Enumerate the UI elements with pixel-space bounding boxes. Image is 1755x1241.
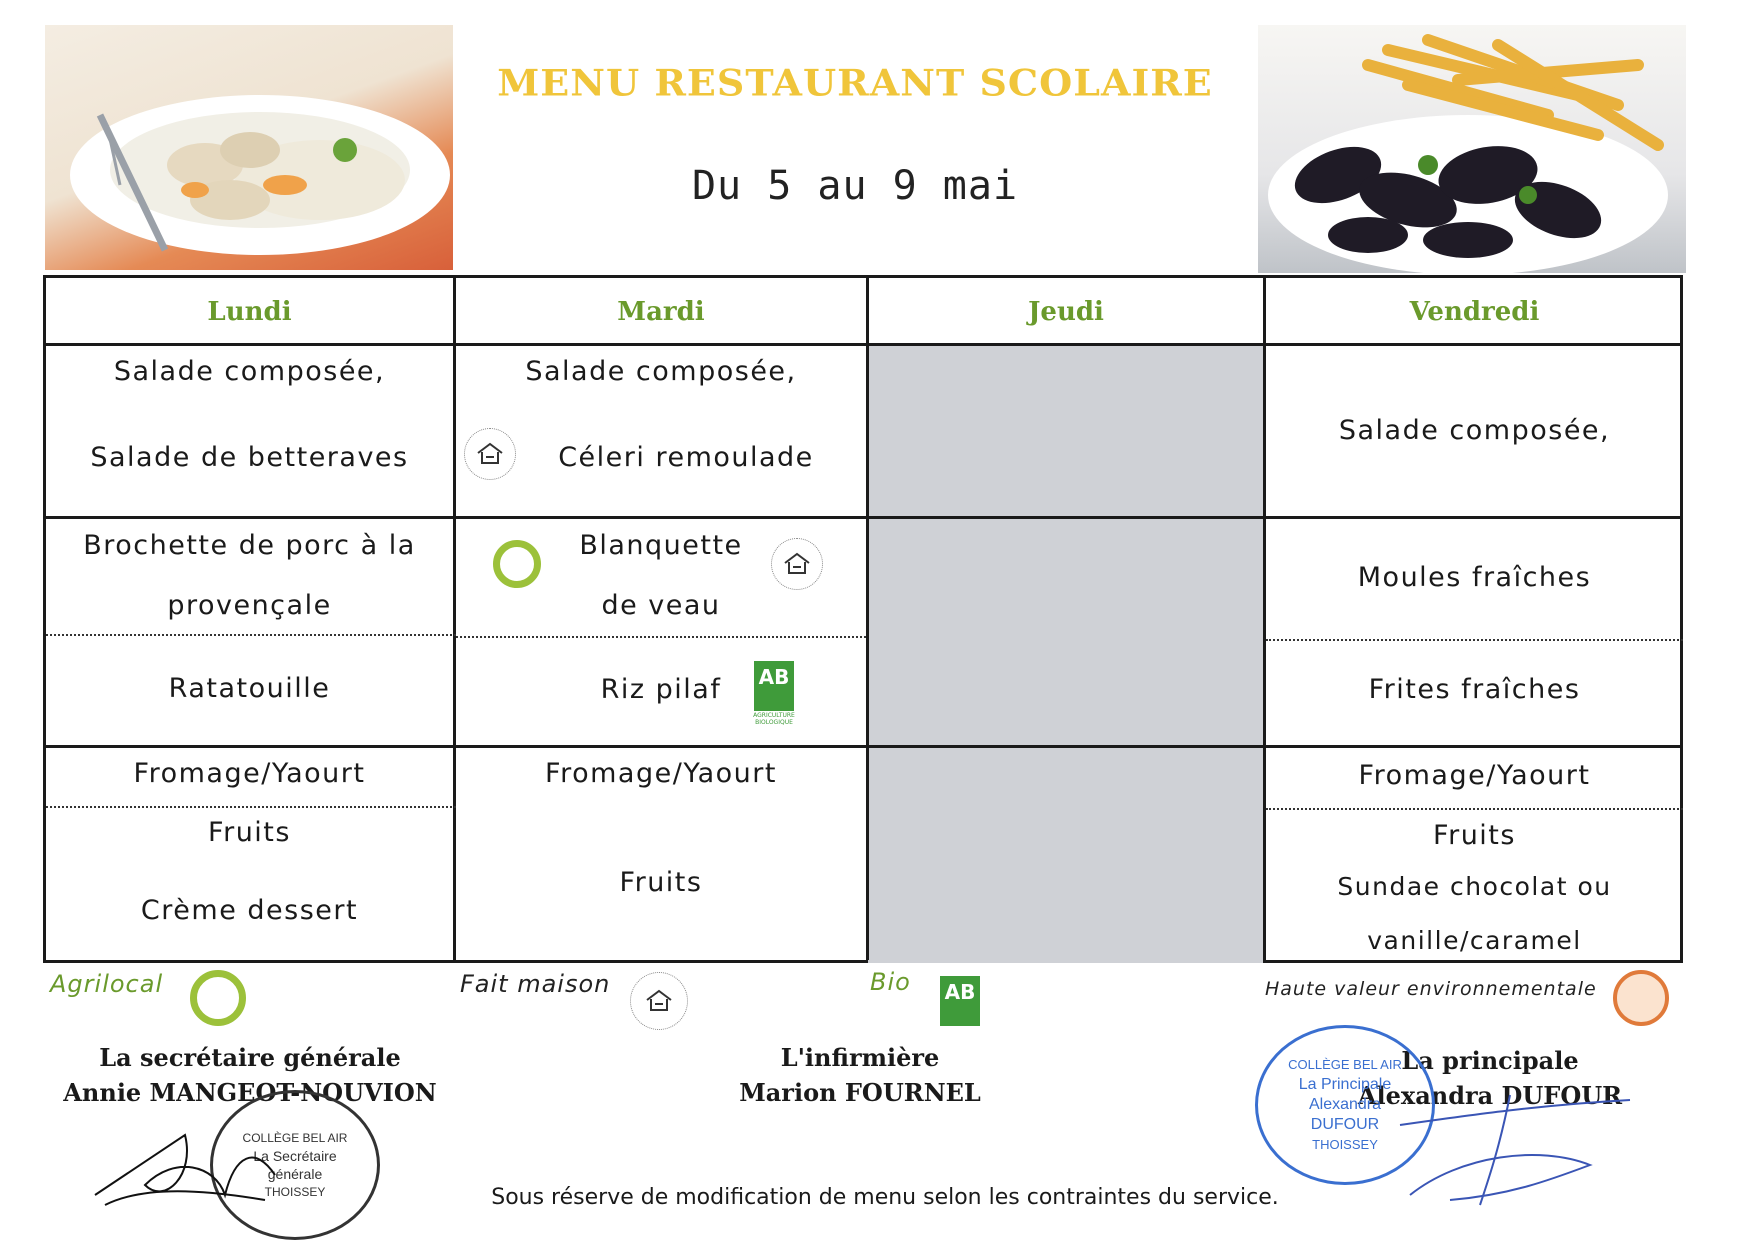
jeudi-closed-cell	[868, 345, 1263, 963]
principal-role: La principale	[1401, 1046, 1579, 1075]
nurse-name: Marion FOURNEL	[739, 1078, 981, 1107]
legend-hve: Haute valeur environnementale	[1265, 978, 1597, 1000]
legend-agrilocal: Agrilocal	[50, 970, 164, 998]
secretary-name: Annie MANGEOT-NOUVION	[63, 1078, 437, 1107]
hve-legend-icon	[1613, 970, 1669, 1026]
legend-bio: Bio	[870, 968, 911, 996]
lundi-main-1: Brochette de porc à la	[83, 530, 416, 561]
agrilocal-badge-icon	[493, 540, 541, 588]
mardi-cheese: Fromage/Yaourt	[545, 758, 777, 789]
nurse-role: L'infirmière	[780, 1043, 940, 1072]
photo-blanquette	[45, 25, 453, 270]
mardi-dessert-1: Fruits	[619, 867, 703, 898]
signature-secretary	[60, 1040, 440, 1110]
mardi-starter-2: Céleri remoulade	[558, 442, 814, 473]
signature-nurse	[680, 1040, 1040, 1110]
mardi-main-2: de veau	[601, 590, 721, 621]
stamp-right-ring: COLLÈGE BEL AIR	[1288, 1057, 1402, 1072]
bio-legend-icon: AB	[940, 976, 980, 1026]
vendredi-cheese: Fromage/Yaourt	[1358, 760, 1591, 791]
bio-badge-caption: AGRICULTURE BIOLOGIQUE	[753, 712, 795, 726]
stamp-right-center-3: DUFOUR	[1310, 1116, 1380, 1133]
lundi-dessert-2: Crème dessert	[140, 895, 359, 926]
lundi-starter-2: Salade de betteraves	[90, 442, 409, 473]
vendredi-starter-1: Salade composée,	[1338, 415, 1611, 446]
footer-disclaimer: Sous réserve de modification de menu selon les contraintes du service.	[491, 1185, 1279, 1210]
vendredi-dessert-2: Sundae chocolat ou	[1337, 872, 1612, 901]
secretary-role: La secrétaire générale	[99, 1043, 401, 1072]
date-range: Du 5 au 9 mai	[691, 163, 1019, 209]
mardi-side: Riz pilaf	[600, 674, 722, 705]
photo-mussels-fries	[1258, 25, 1686, 273]
stamp-left-ring: COLLÈGE BEL AIR	[242, 1131, 348, 1145]
mardi-main-1: Blanquette	[579, 530, 743, 561]
stamp-left-center-2: générale	[267, 1166, 323, 1182]
day-header-lundi: Lundi	[207, 296, 292, 327]
lundi-dessert-1: Fruits	[208, 817, 291, 848]
stamp-left-center-1: La Secrétaire	[253, 1148, 337, 1164]
stamp-right-bottom: THOISSEY	[1312, 1137, 1378, 1152]
mardi-starter-1: Salade composée,	[525, 356, 797, 387]
menu-title: MENU RESTAURANT SCOLAIRE	[497, 61, 1213, 104]
lundi-main-2: provençale	[167, 590, 332, 621]
agrilocal-legend-icon	[190, 970, 246, 1026]
stamp-left-bottom: THOISSEY	[264, 1185, 326, 1199]
secretary-signature	[85, 1115, 285, 1215]
principal-name: Alexandra DUFOUR	[1357, 1081, 1623, 1110]
vendredi-dessert-3: vanille/caramel	[1367, 926, 1582, 955]
fait-maison-badge-icon	[771, 538, 823, 590]
menu-table	[43, 275, 1683, 963]
bio-ab-badge-icon: AB	[754, 661, 794, 711]
stamp-right-center-2: Alexandra	[1308, 1096, 1382, 1113]
lundi-cheese: Fromage/Yaourt	[133, 758, 366, 789]
day-header-vendredi: Vendredi	[1409, 296, 1540, 327]
day-header-jeudi: Jeudi	[1028, 296, 1104, 327]
day-header-mardi: Mardi	[617, 296, 705, 327]
fait-maison-badge-icon	[464, 428, 516, 480]
stamp-right-center-1: La Principale	[1298, 1076, 1392, 1093]
lundi-side: Ratatouille	[168, 673, 331, 704]
fait-maison-legend-icon	[630, 972, 688, 1030]
vendredi-dessert-1: Fruits	[1433, 820, 1516, 851]
vendredi-main-1: Moules fraîches	[1357, 562, 1592, 593]
vendredi-side: Frites fraîches	[1368, 674, 1581, 705]
lundi-starter-1: Salade composée,	[113, 356, 386, 387]
legend-fait-maison: Fait maison	[460, 970, 611, 998]
